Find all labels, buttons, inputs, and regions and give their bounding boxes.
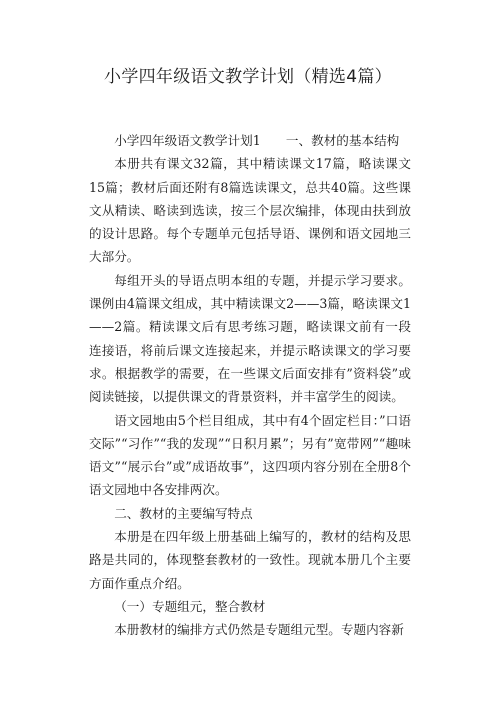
document-body (89, 129, 411, 642)
paragraph: 本册是在四年级上册基础上编写的，教材的结构及思路是共同的，体现整套教材的一致性。现就本册几个主要方面作重点介绍。 (89, 529, 411, 591)
subsection-heading-1: （一）专题组元，整合教材 (114, 598, 266, 614)
section-heading-2: 二、教材的主要编写特点 (114, 505, 253, 521)
paragraph: 每组开头的导语点明本组的专题，并提示学习要求。课例由4篇课文组成，其中精读课文2——3篇，略读课文1——2篇。精读课文后有思考练习题，略读课文前有一段连接语，将前后课文连接起来，并提示略读课文的学习要求。根据教学的需要，在一些课文后面安排有”资料袋”或阅读链接，以提供课文的背景资料，并丰富学生的阅读。 (89, 272, 411, 405)
paragraph-heading-1: 小学四年级语文教学计划1 一、教材的基本结构 (114, 133, 400, 148)
document-title: 小学四年级语文教学计划（精选4篇） (104, 67, 392, 87)
paragraph: 本册教材的编排方式仍然是专题组元型。专题内容新 (114, 622, 404, 638)
paragraph: 本册共有课文32篇，其中精读课文17篇，略读课文15篇；教材后面还附有8篇选读课文，总共40篇。这些课文从精读、略读到选读，按三个层次编排，体现由扶到放的设计思路。每个专题单元包括导语、课例和语文园地三大部分。 (89, 156, 411, 265)
paragraph: 语文园地由5个栏目组成，其中有4个固定栏目：”口语交际”“习作”“我的发现”“日积月累”；另有”宽带网”“趣味语文”“展示台”或”成语故事”，这四项内容分别在全册8个语文园地中各安排两次。 (89, 412, 411, 498)
